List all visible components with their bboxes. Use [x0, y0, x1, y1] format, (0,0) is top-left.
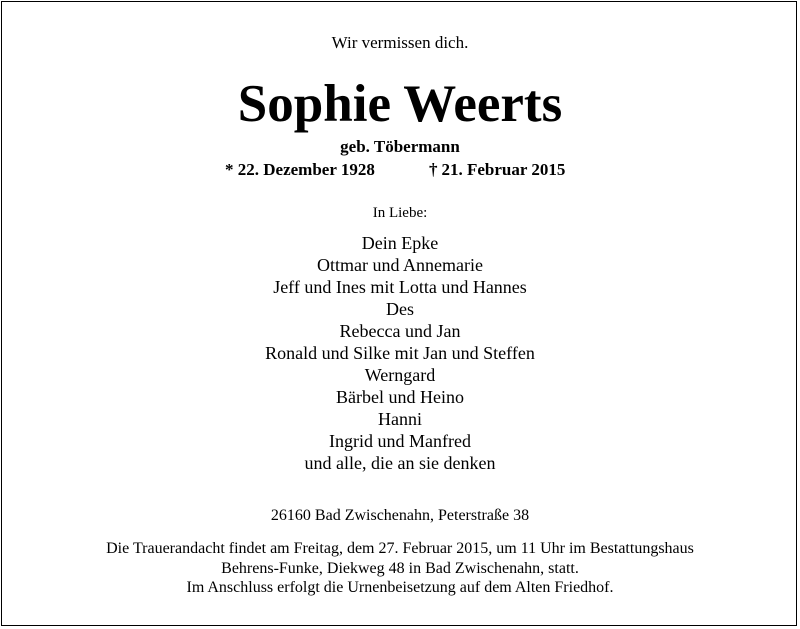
- mourner-item: Des: [386, 299, 414, 319]
- mourner-item: Ottmar und Annemarie: [317, 255, 483, 275]
- service-line: Im Anschluss erfolgt die Urnenbeisetzung auf dem Alten Friedhof.: [186, 579, 614, 596]
- death-date-block: [429, 160, 565, 180]
- mourner-item: Bärbel und Heino: [336, 387, 464, 407]
- service-line: Die Trauerandacht findet am Freitag, dem 27. Februar 2015, um 11 Uhr im Bestattungshaus: [106, 540, 694, 557]
- birth-date: * 22. Dezember 1928: [225, 160, 375, 179]
- mourner-item: Ingrid und Manfred: [329, 431, 471, 451]
- mourner-item: Jeff und Ines mit Lotta und Hannes: [273, 277, 527, 297]
- mourner-item: Werngard: [364, 365, 436, 385]
- family-address: 26160 Bad Zwischenahn, Peterstraße 38: [270, 507, 530, 524]
- maiden-name: geb. Töbermann: [340, 137, 460, 156]
- deceased-name: Sophie Weerts: [237, 75, 563, 133]
- service-line: Behrens-Funke, Diekweg 48 in Bad Zwischenahn, statt.: [221, 559, 579, 577]
- intro-text: Wir vermissen dich.: [331, 33, 469, 52]
- mourner-item: Rebecca und Jan: [339, 321, 461, 341]
- mourner-item: und alle, die an sie denken: [304, 453, 496, 473]
- love-heading: In Liebe:: [372, 205, 428, 221]
- service-info: [0, 539, 800, 598]
- mourner-item: Dein Epke: [361, 233, 439, 253]
- mourner-item: Hanni: [378, 409, 422, 429]
- mourners-list: [0, 232, 800, 474]
- mourner-item: Ronald und Silke mit Jan und Steffen: [265, 343, 535, 363]
- death-date: 21. Februar 2015: [441, 160, 566, 179]
- cross-icon: †: [429, 160, 438, 179]
